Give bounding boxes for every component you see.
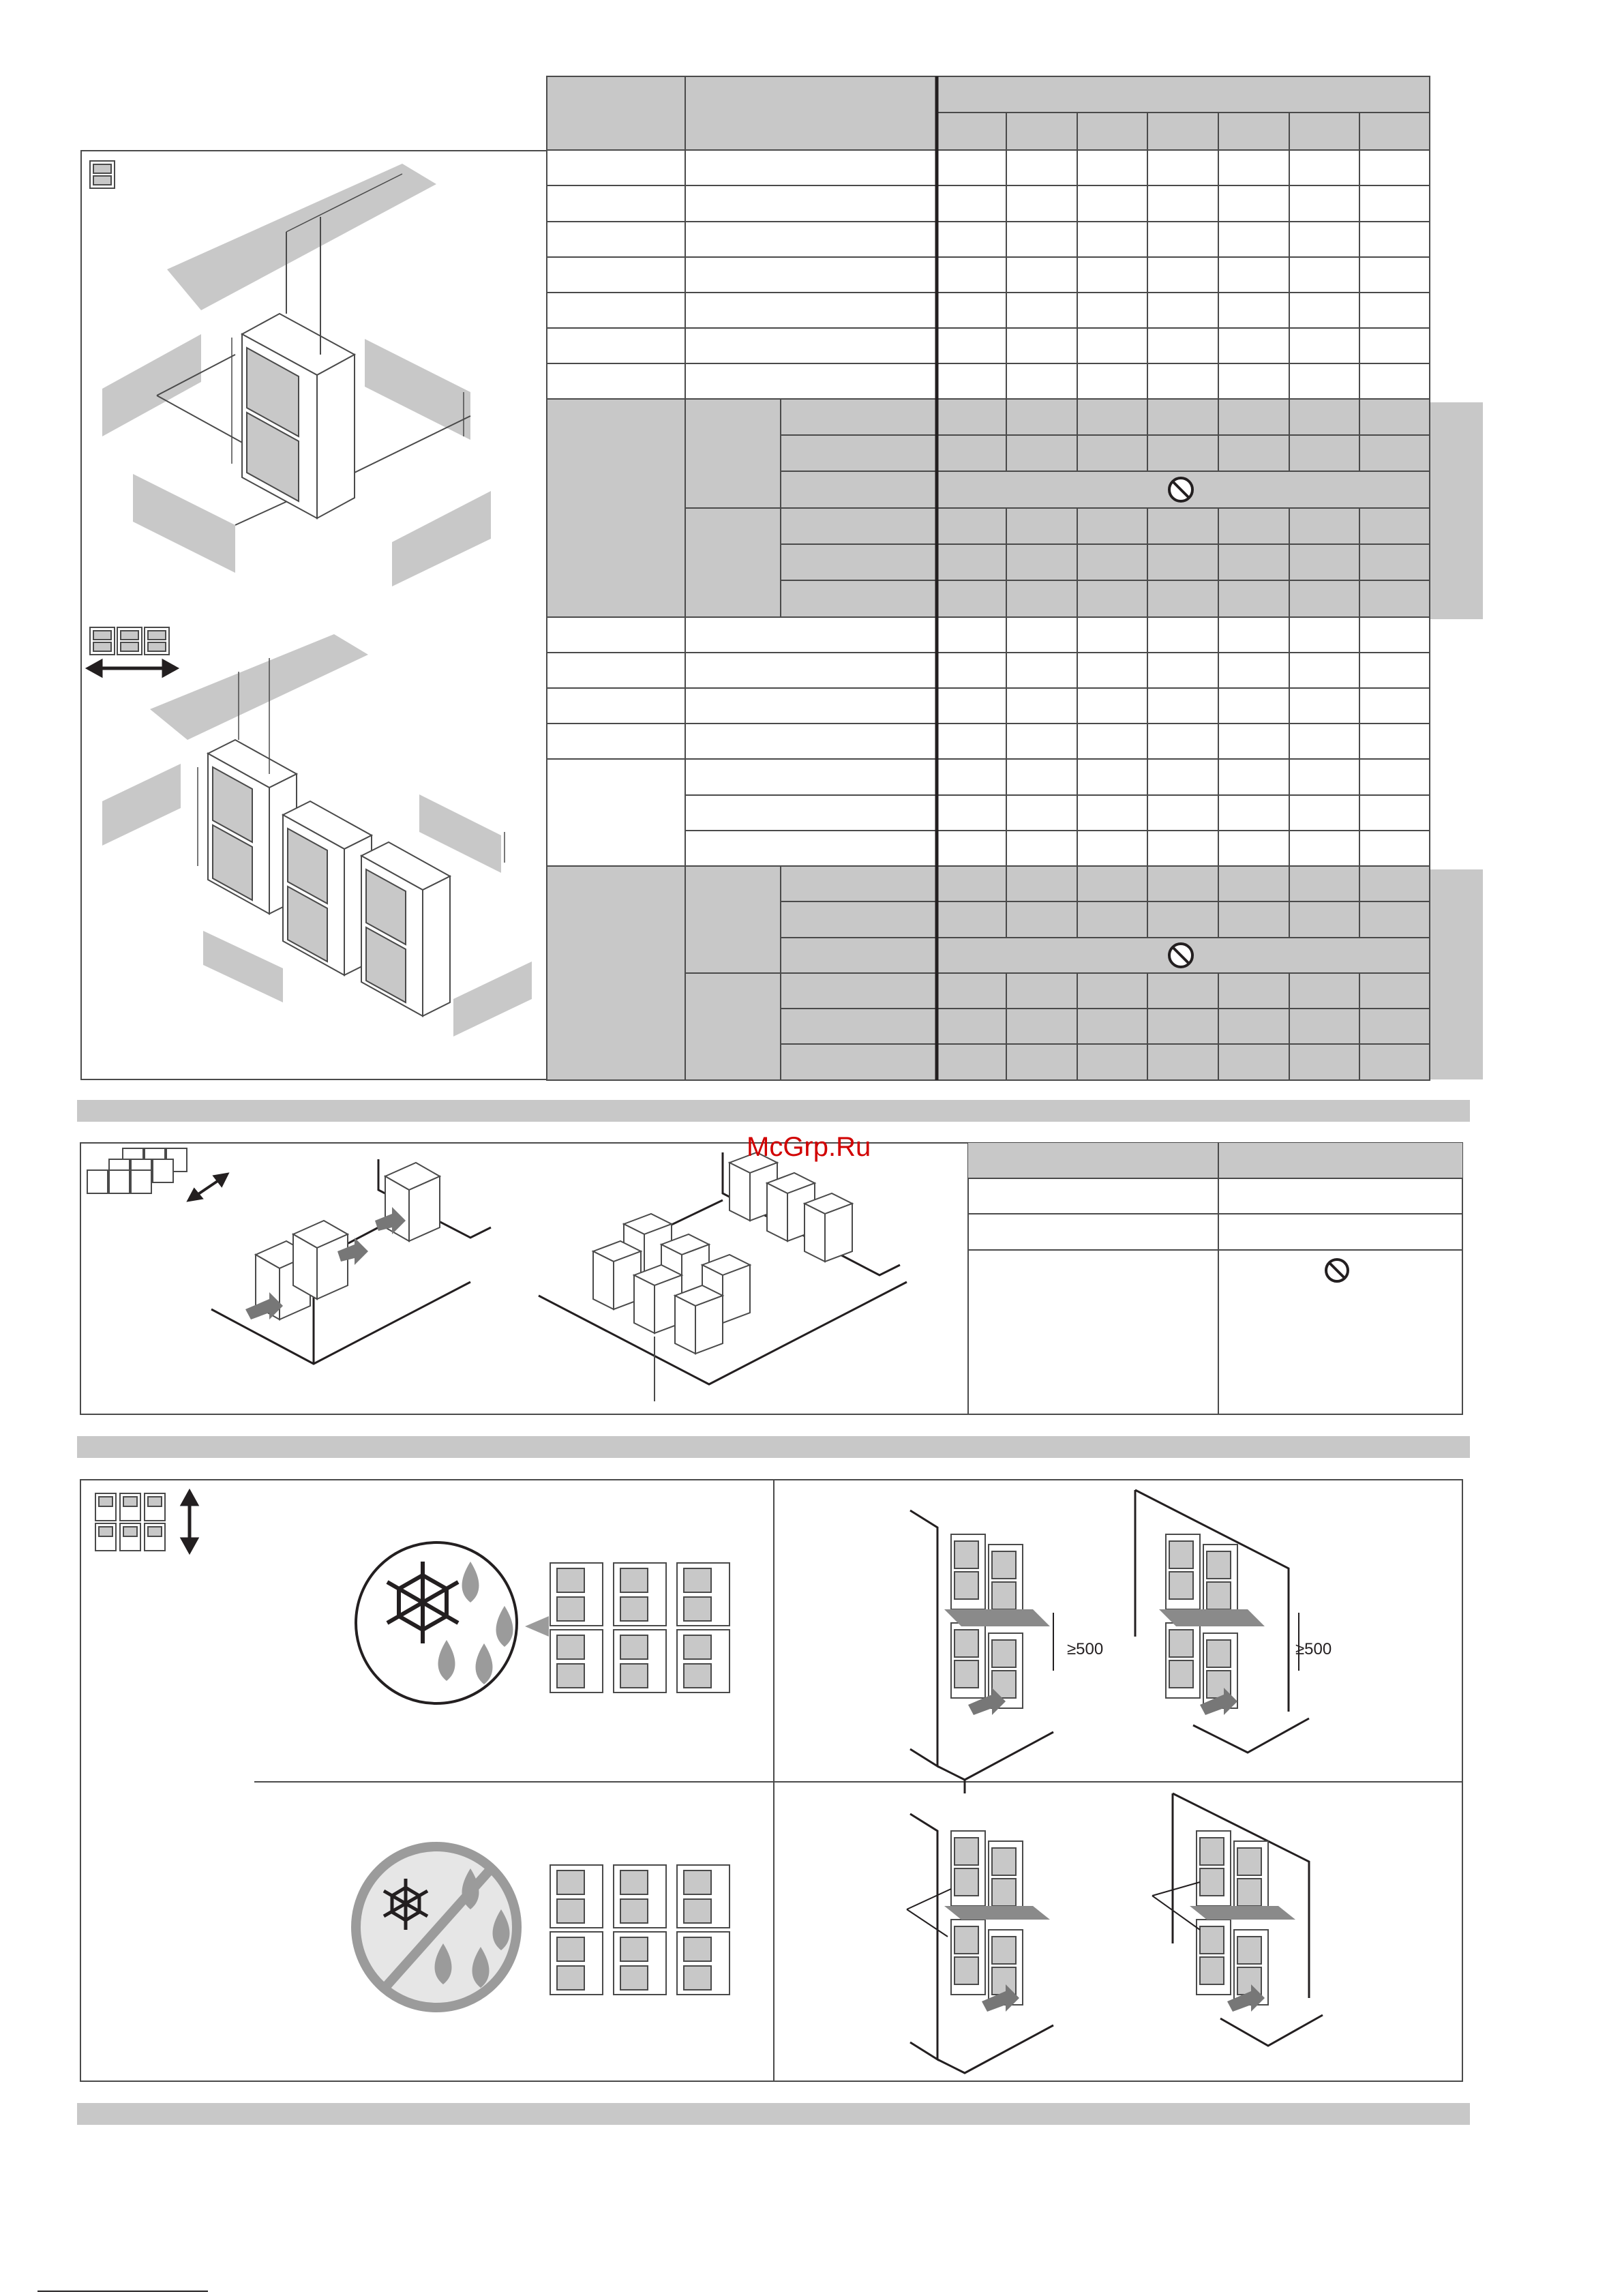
two-row-layout-diagram — [211, 1159, 491, 1364]
unit-grid-no-snow — [550, 1865, 730, 1995]
table2-header — [968, 1143, 1462, 1178]
side-tab-1 — [1430, 402, 1483, 619]
unit-grid-snow — [550, 1563, 730, 1693]
pointer-arrow — [525, 1616, 549, 1637]
multi-row-units-icon — [87, 1148, 187, 1193]
multi-unit-diagram — [102, 634, 532, 1037]
clearance-label: ≥500 — [1295, 1640, 1332, 1658]
double-arrow-horizontal-icon — [89, 661, 176, 675]
side-tab-2 — [1430, 869, 1483, 1079]
table1-header-fill-right-top — [935, 77, 1429, 113]
section-bar-1 — [77, 1100, 1470, 1122]
stacked-units-icon — [95, 1493, 165, 1551]
no-snow-rain-icon — [356, 1847, 517, 2008]
unit-stack — [951, 1534, 1268, 2005]
unit-block — [256, 1163, 440, 1320]
table1-block-a — [547, 150, 1430, 399]
prohibited-icon — [1169, 478, 1192, 501]
table1-header-fill-right-bottom — [935, 113, 1429, 149]
table1-header-fill-left — [547, 77, 935, 149]
clearance-label: ≥500 — [1067, 1640, 1104, 1658]
single-unit-diagram — [102, 164, 491, 586]
diagonal-arrow-icon — [189, 1174, 227, 1200]
double-arrow-vertical-icon — [183, 1492, 196, 1551]
prohibited-icon — [1326, 1259, 1348, 1281]
clearance-table-2 — [968, 1143, 1462, 1414]
watermark-text: McGrp.Ru — [747, 1132, 871, 1162]
section-bar-3 — [77, 2103, 1470, 2125]
snow-rain-climate-icon — [356, 1542, 517, 1703]
table1-block-c — [547, 617, 1430, 866]
section-bar-2 — [77, 1436, 1470, 1458]
single-unit-icon — [90, 161, 115, 188]
multi-unit-icon — [90, 627, 169, 655]
prohibited-icon — [1169, 944, 1192, 967]
